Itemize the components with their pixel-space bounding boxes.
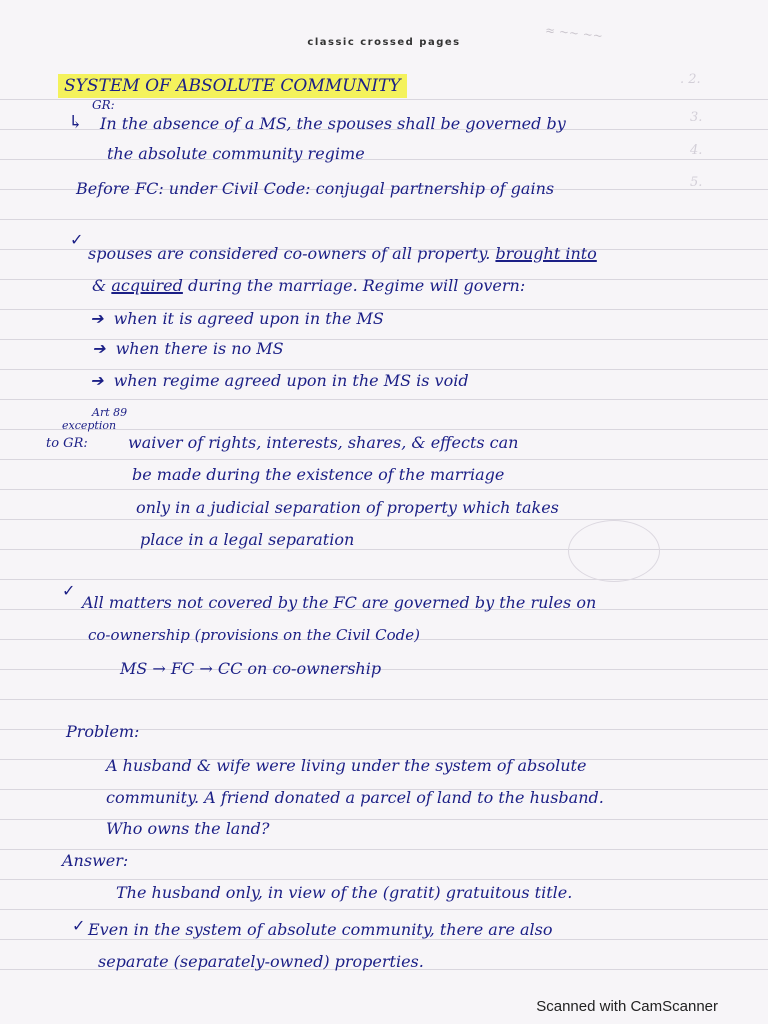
answer-line-2: Even in the system of absolute community, there are also (88, 920, 553, 939)
check-mark: ✓ (72, 916, 86, 935)
gr-label: GR: (92, 98, 115, 112)
problem-line-1: A husband & wife were living under the system of absolute (106, 756, 587, 775)
gr-line-1: In the absence of a MS, the spouses shall be governed by (100, 114, 566, 133)
spouses-line-1: spouses are considered co-owners of all property. brought into (88, 244, 597, 263)
exception-line-3: only in a judicial separation of property which takes (136, 498, 559, 517)
arrow-bullet-icon: ➔ (90, 371, 104, 390)
scanner-watermark: Scanned with CamScanner (536, 998, 718, 1015)
bullet-item-1 (90, 311, 384, 327)
spouses-line-2-rest: during the marriage. Regime will govern: (187, 276, 526, 295)
arrow-mark: ↳ (68, 112, 84, 133)
bullet-item-3 (90, 373, 469, 389)
exception-line-1: waiver of rights, interests, shares, & effects can (128, 433, 519, 452)
bullet-text: when there is no MS (115, 339, 284, 358)
arrow-bullet-icon: ➔ (90, 309, 104, 328)
exception-line-2: be made during the existence of the marriage (132, 465, 505, 484)
problem-line-3: Who owns the land? (106, 819, 270, 838)
matters-line-1: All matters not covered by the FC are governed by the rules on (82, 593, 597, 612)
brought-into-text: brought into (495, 244, 597, 263)
flow-line: MS → FC → CC on co-ownership (120, 659, 382, 678)
bullet-item-2 (92, 341, 284, 357)
notebook-brand: classic crossed pages (307, 37, 461, 48)
answer-line-1: The husband only, in view of the (gratit) gratuitous title. (116, 883, 573, 902)
bleed-through-mark: . 2. (680, 72, 701, 87)
spouses-line-1-text: spouses are considered co-owners of all property (88, 244, 486, 263)
gr-line-2: the absolute community regime (107, 144, 365, 163)
bullet-text: when regime agreed upon in the MS is void (113, 371, 469, 390)
bleed-through-mark: 4. (690, 143, 703, 158)
answer-label: Answer: (62, 851, 129, 870)
bullet-text: when it is agreed upon in the MS (113, 309, 384, 328)
spouses-line-2 (92, 278, 525, 294)
ampersand: & (92, 276, 107, 295)
matters-line-2: co-ownership (provisions on the Civil Code) (88, 626, 420, 644)
before-fc-line: Before FC: under Civil Code: conjugal partnership of gains (76, 179, 555, 198)
problem-line-2: community. A friend donated a parcel of land to the husband. (106, 788, 604, 807)
bleed-through-mark: 5. (690, 175, 703, 190)
arrow-bullet-icon: ➔ (92, 339, 106, 358)
faint-corner-scribble: ≈ ~~ ~~ (544, 23, 604, 43)
art-reference: Art 89 (92, 406, 128, 419)
bleed-through-bracket (568, 520, 660, 582)
exception-line-4: place in a legal separation (140, 530, 355, 549)
check-mark: ✓ (62, 581, 76, 600)
exception-label: exception (62, 419, 117, 432)
bleed-through-mark: 3. (690, 110, 703, 125)
page-top-margin (0, 0, 768, 70)
check-mark: ✓ (70, 230, 84, 249)
section-title: SYSTEM OF ABSOLUTE COMMUNITY (58, 78, 407, 95)
acquired-text: acquired (111, 276, 183, 295)
problem-label: Problem: (66, 722, 140, 741)
answer-line-3: separate (separately-owned) properties. (98, 952, 424, 971)
to-gr-label: to GR: (46, 436, 88, 451)
